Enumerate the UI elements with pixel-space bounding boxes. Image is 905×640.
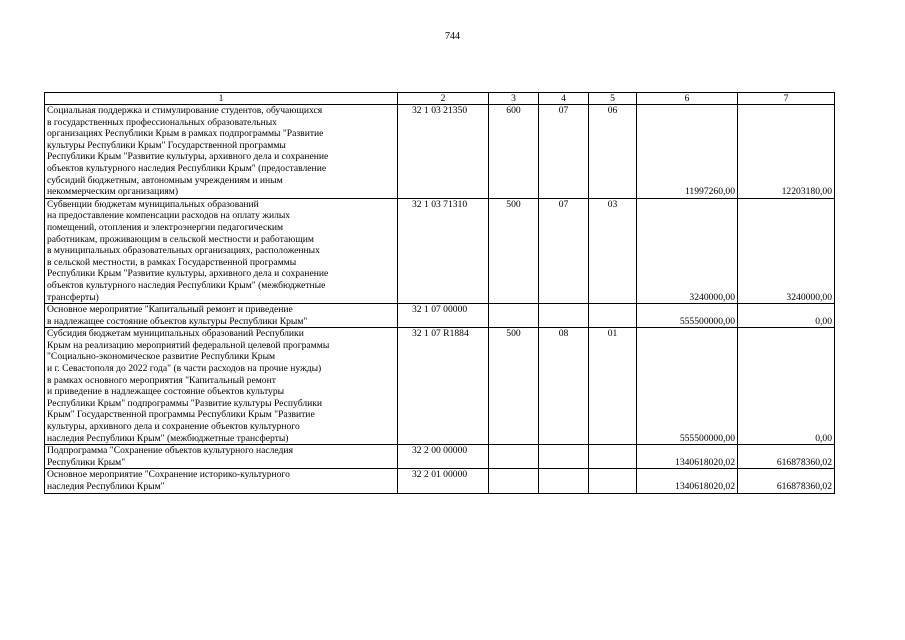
section-cell bbox=[539, 445, 589, 469]
section-cell: 08 bbox=[539, 328, 589, 445]
target-code-cell: 32 1 07 00000 bbox=[398, 304, 489, 328]
section-cell bbox=[539, 469, 589, 493]
row-name-cell: Субсидия бюджетам муниципальных образований Республики Крым на реализацию мероприятий федеральной целевой программы "Социально-экономическое развитие Республики Крым и г. Севастополя до 2022 года" (в части расходов на прочие нужды) в рамках основного мероприятия "Капитальный ремонт и приведение в надлежащее состояние объектов культуры Республики Крым" подпрограммы "Развитие культуры Республики Крым" Государственной программы Республики Крым "Развитие культуры, архивного дела и сохранение объектов культурного наследия Республики Крым" (межбюджетные трансферты) bbox=[45, 328, 398, 445]
row-name-cell: Основное мероприятие "Капитальный ремонт и приведение в надлежащее состояние объектов культуры Республики Крым" bbox=[45, 304, 398, 328]
table-row bbox=[45, 469, 835, 493]
expense-type-cell: 500 bbox=[489, 328, 539, 445]
header-cell: 7 bbox=[738, 93, 835, 105]
table-header-row bbox=[45, 93, 835, 105]
header-cell: 2 bbox=[398, 93, 489, 105]
table-row bbox=[45, 304, 835, 328]
section-cell: 07 bbox=[539, 198, 589, 303]
amount-year1-cell: 1340618020,02 bbox=[637, 445, 738, 469]
target-code-cell: 32 1 07 R1884 bbox=[398, 328, 489, 445]
table-row bbox=[45, 445, 835, 469]
subsection-cell bbox=[589, 304, 637, 328]
header-cell: 5 bbox=[589, 93, 637, 105]
page-number: 744 bbox=[445, 31, 460, 42]
amount-year1-cell: 3240000,00 bbox=[637, 198, 738, 303]
target-code-cell: 32 1 03 21350 bbox=[398, 105, 489, 199]
amount-year1-cell: 555500000,00 bbox=[637, 304, 738, 328]
expense-type-cell bbox=[489, 304, 539, 328]
row-name-cell: Субвенции бюджетам муниципальных образований на предоставление компенсации расходов на оплату жилых помещений, отопления и электроэнергии педагогическим работникам, проживающим в сельской местности и работающим в муниципальных образовательных организациях, расположенных в сельской местности, в рамках Государственной программы Республики Крым "Развитие культуры, архивного дела и сохранение объектов культурного наследия Республики Крым" (межбюджетные трансферты) bbox=[45, 198, 398, 303]
table-row bbox=[45, 105, 835, 199]
expense-type-cell bbox=[489, 469, 539, 493]
row-name-cell: Социальная поддержка и стимулирование студентов, обучающихся в государственных профессиональных образовательных организациях Республики Крым в рамках подпрограммы "Развитие культуры Республики Крым" Государственной программы Республики Крым "Развитие культуры, архивного дела и сохранение объектов культурного наследия Республики Крым" (предоставление субсидий бюджетным, автономным учреждениям и иным некоммерческим организациям) bbox=[45, 105, 398, 199]
header-cell: 6 bbox=[637, 93, 738, 105]
subsection-cell bbox=[589, 469, 637, 493]
expense-type-cell: 500 bbox=[489, 198, 539, 303]
header-cell: 1 bbox=[45, 93, 398, 105]
amount-year2-cell: 0,00 bbox=[738, 328, 835, 445]
amount-year2-cell: 0,00 bbox=[738, 304, 835, 328]
target-code-cell: 32 2 01 00000 bbox=[398, 469, 489, 493]
amount-year2-cell: 616878360,02 bbox=[738, 445, 835, 469]
amount-year2-cell: 3240000,00 bbox=[738, 198, 835, 303]
amount-year2-cell: 616878360,02 bbox=[738, 469, 835, 493]
row-name-cell: Основное мероприятие "Сохранение историко-культурного наследия Республики Крым" bbox=[45, 469, 398, 493]
header-cell: 3 bbox=[489, 93, 539, 105]
amount-year2-cell: 12203180,00 bbox=[738, 105, 835, 199]
amount-year1-cell: 555500000,00 bbox=[637, 328, 738, 445]
budget-table bbox=[44, 92, 835, 494]
amount-year1-cell: 11997260,00 bbox=[637, 105, 738, 199]
expense-type-cell: 600 bbox=[489, 105, 539, 199]
expense-type-cell bbox=[489, 445, 539, 469]
section-cell: 07 bbox=[539, 105, 589, 199]
amount-year1-cell: 1340618020,02 bbox=[637, 469, 738, 493]
header-cell: 4 bbox=[539, 93, 589, 105]
target-code-cell: 32 1 03 71310 bbox=[398, 198, 489, 303]
table-row bbox=[45, 198, 835, 303]
target-code-cell: 32 2 00 00000 bbox=[398, 445, 489, 469]
row-name-cell: Подпрограмма "Сохранение объектов культурного наследия Республики Крым" bbox=[45, 445, 398, 469]
subsection-cell: 01 bbox=[589, 328, 637, 445]
subsection-cell: 03 bbox=[589, 198, 637, 303]
subsection-cell bbox=[589, 445, 637, 469]
section-cell bbox=[539, 304, 589, 328]
table-row bbox=[45, 328, 835, 445]
subsection-cell: 06 bbox=[589, 105, 637, 199]
